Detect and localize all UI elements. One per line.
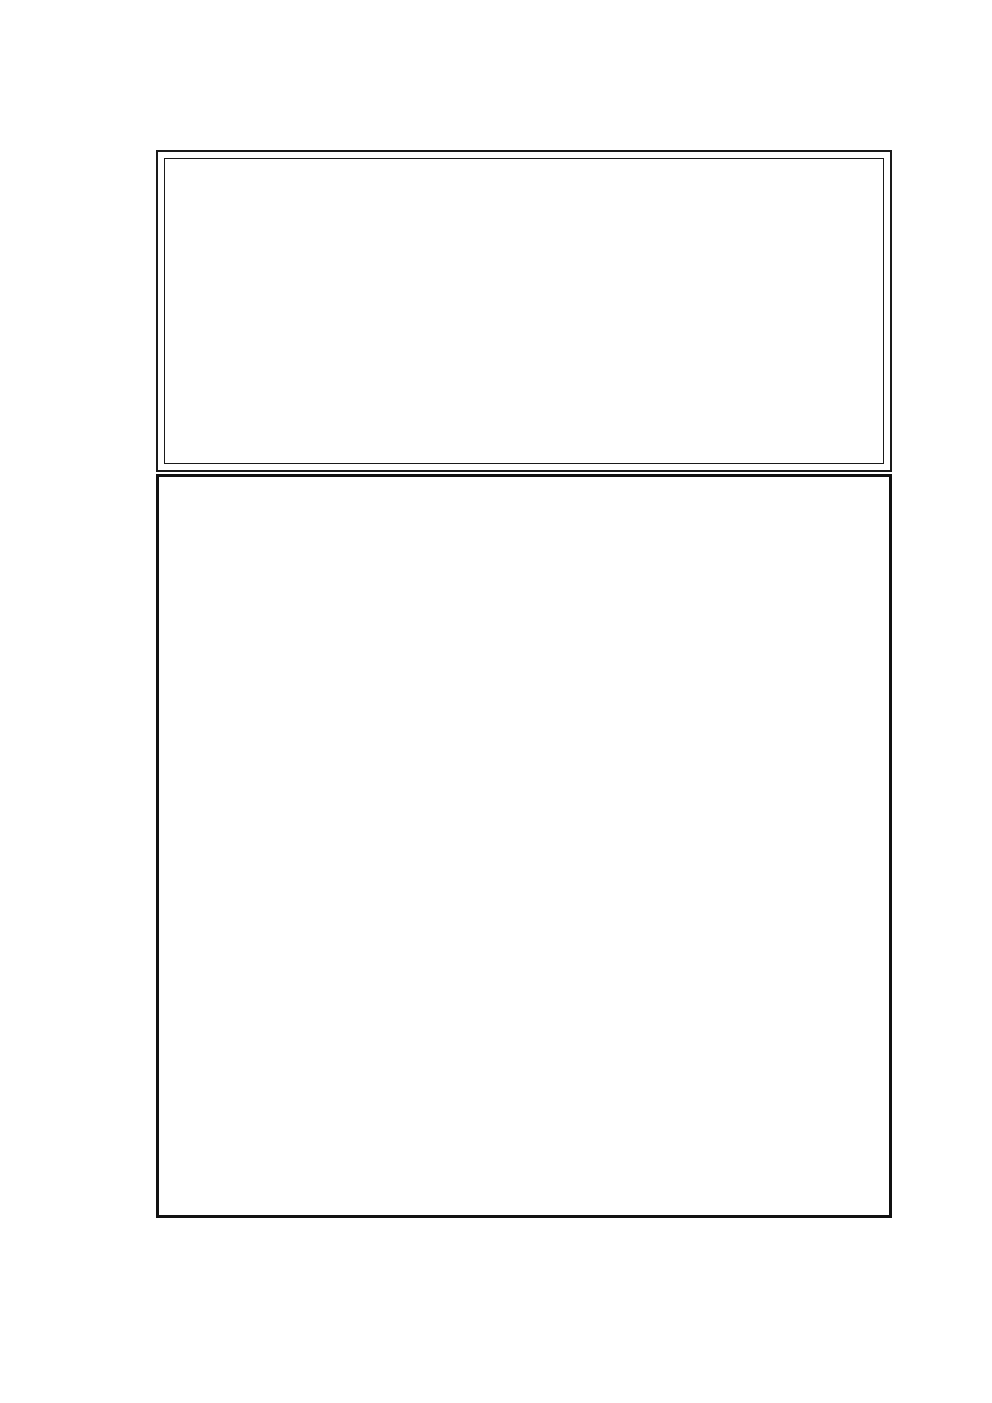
margin-note — [86, 390, 146, 450]
commentary-frame — [156, 474, 892, 1218]
margin-note — [86, 206, 146, 266]
page-number — [440, 104, 550, 148]
main-text-frame — [156, 150, 892, 472]
